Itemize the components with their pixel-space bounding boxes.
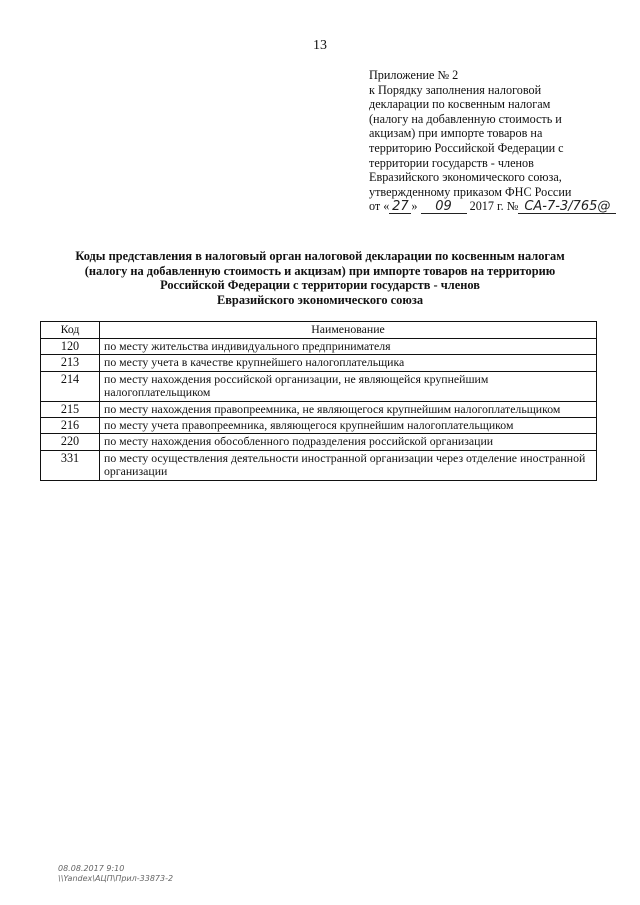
appendix-line: территории государств - членов	[369, 155, 534, 170]
row-code: 215	[41, 401, 100, 417]
row-name: по месту нахождения российской организации, не являющейся крупнейшим налогоплательщиком	[100, 371, 597, 401]
appendix-line: утвержденному приказом ФНС России	[369, 184, 572, 199]
table-row	[41, 434, 597, 450]
appendix-line: Евразийского экономического союза,	[369, 170, 562, 185]
appendix-line: декларации по косвенным налогам	[369, 97, 551, 112]
order-prefix: от «	[369, 199, 390, 214]
document-title	[30, 249, 610, 307]
row-name: по месту осуществления деятельности иностранной организации через отделение иностранной организации	[100, 450, 597, 480]
table-row	[41, 355, 597, 371]
title-line: Коды представления в налоговый орган налоговой декларации по косвенным налогам	[75, 249, 565, 263]
order-day: 27	[389, 200, 411, 214]
stamp-datetime: 08.08.2017 9:10	[58, 864, 125, 873]
table-row	[41, 418, 597, 434]
row-name: по месту жительства индивидуального предпринимателя	[100, 339, 597, 355]
row-name: по месту учета в качестве крупнейшего налогоплательщика	[100, 355, 597, 371]
order-quote-close: »	[411, 199, 418, 214]
appendix-line: к Порядку заполнения налоговой	[369, 82, 542, 97]
row-code: 216	[41, 418, 100, 434]
title-line: (налогу на добавленную стоимость и акцизам) при импорте товаров на территорию	[84, 263, 556, 278]
table-header-row	[41, 322, 597, 339]
row-code: 213	[41, 355, 100, 371]
page-number: 13	[313, 38, 327, 53]
stamp-path: \\Yandex\АЦП\Прил-33873-2	[58, 874, 174, 883]
appendix-line: акцизам) при импорте товаров на	[369, 126, 543, 141]
appendix-line: Приложение № 2	[369, 68, 459, 82]
print-stamp	[58, 864, 173, 884]
table-row	[41, 450, 597, 480]
appendix-line: территорию Российской Федерации с	[369, 140, 564, 155]
row-name: по месту нахождения правопреемника, не являющегося крупнейшим налогоплательщиком	[100, 401, 597, 417]
table-row	[41, 401, 597, 417]
row-code: 331	[41, 450, 100, 480]
row-code: 120	[41, 339, 100, 355]
codes-table	[40, 321, 597, 481]
order-month: 09	[421, 200, 467, 214]
row-code: 220	[41, 434, 100, 450]
order-year: 2017 г. №	[469, 199, 519, 214]
appendix-reference	[369, 68, 619, 214]
title-line: Евразийского экономического союза	[216, 292, 424, 307]
table-row	[41, 339, 597, 355]
appendix-line: (налогу на добавленную стоимость и	[369, 111, 562, 126]
row-name: по месту учета правопреемника, являющегося крупнейшим налогоплательщиком	[100, 418, 597, 434]
row-name: по месту нахождения обособленного подразделения российской организации	[100, 434, 597, 450]
table-row	[41, 371, 597, 401]
order-date-line	[369, 199, 619, 214]
header-name: Наименование	[100, 322, 597, 339]
row-code: 214	[41, 371, 100, 401]
order-number: СА-7-3/765@	[518, 200, 616, 214]
header-code: Код	[41, 322, 100, 339]
title-line: Российской Федерации с территории государств - членов	[160, 278, 480, 293]
